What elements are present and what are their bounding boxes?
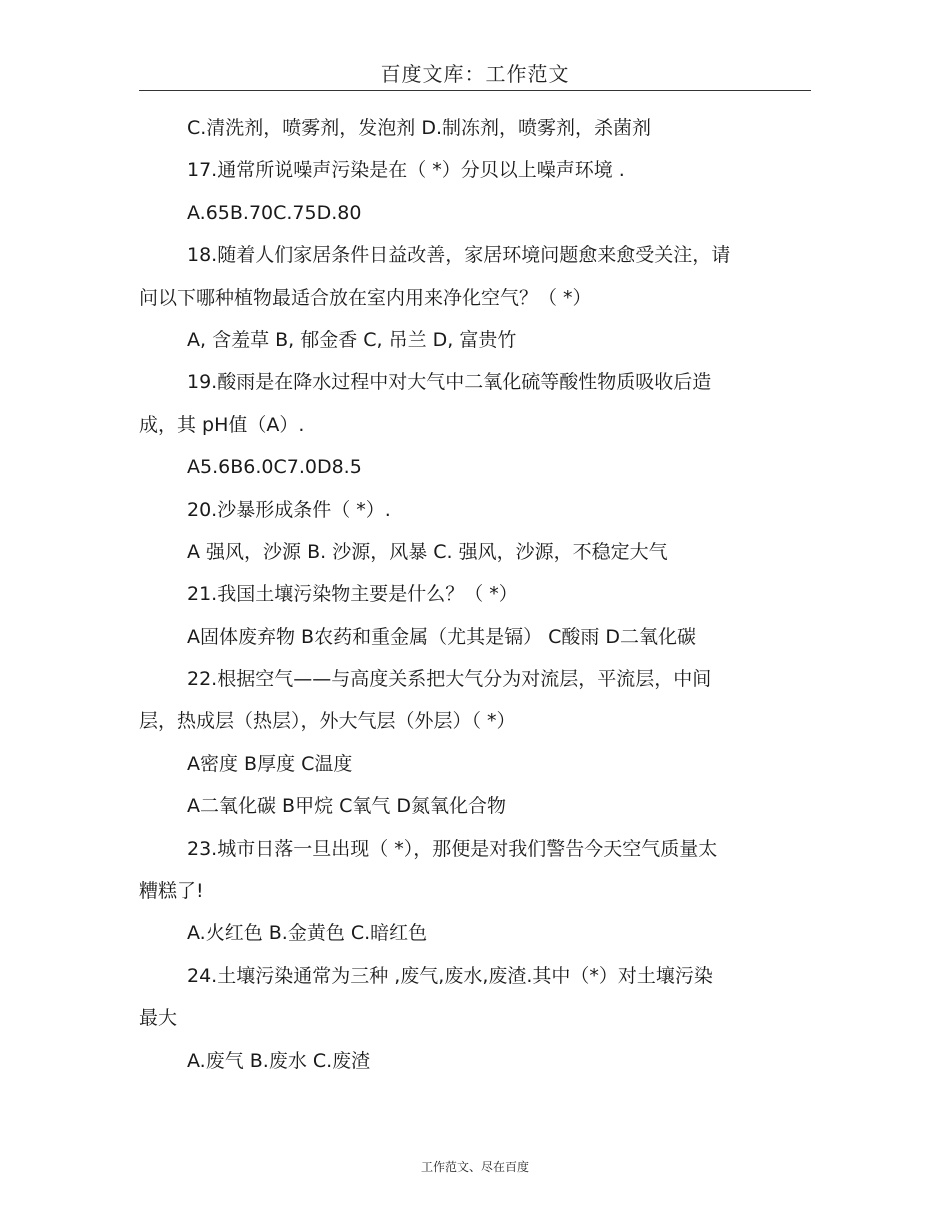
text-line: A密度 B厚度 C温度 [187, 752, 353, 775]
text-line: 22.根据空气——与高度关系把大气分为对流层，平流层，中间 [187, 668, 712, 691]
text-line: A.废气 B.废水 C.废渣 [187, 1049, 371, 1072]
text-line: 19.酸雨是在降水过程中对大气中二氧化硫等酸性物质吸收后造 [187, 371, 712, 394]
text-line: 21.我国土壤污染物主要是什么？（ *） [187, 583, 518, 606]
text-line: A固体废弃物 B农药和重金属（尤其是镉） C酸雨 D二氧化碳 [187, 625, 697, 648]
text-line: A.火红色 B.金黄色 C.暗红色 [187, 922, 428, 945]
text-line: 成，其 pH值（A）. [139, 413, 305, 436]
text-line: 20.沙暴形成条件（ *）. [187, 498, 391, 521]
header-divider [139, 90, 811, 91]
text-line: A.65B.70C.75D.80 [187, 201, 362, 224]
text-line: A, 含羞草 B, 郁金香 C, 吊兰 D, 富贵竹 [187, 328, 517, 351]
page-footer-text: 工作范文、尽在百度 [420, 1160, 529, 1174]
text-line: A 强风，沙源 B. 沙源，风暴 C. 强风，沙源，不稳定大气 [187, 540, 668, 563]
text-line: 17.通常所说噪声污染是在（ *）分贝以上噪声环境 . [187, 159, 625, 182]
text-line: A二氧化碳 B甲烷 C氧气 D氮氧化合物 [187, 795, 507, 818]
text-line: 层，热成层（热层），外大气层（外层）（ *） [139, 710, 516, 733]
text-line: 24.土壤污染通常为三种 ,废气,废水,废渣.其中（*）对土壤污染 [187, 964, 713, 987]
text-line: 糟糕了! [139, 880, 204, 903]
document-body [139, 107, 811, 1082]
page-header-title: 百度文库：工作范文 [380, 62, 570, 86]
text-line: 18.随着人们家居条件日益改善，家居环境问题愈来愈受关注，请 [187, 244, 731, 267]
text-line: 23.城市日落一旦出现（ *），那便是对我们警告今天空气质量太 [187, 837, 718, 860]
text-line: 问以下哪种植物最适合放在室内用来净化空气？（ *） [139, 286, 592, 309]
text-line: 最大 [139, 1007, 178, 1030]
text-line: A5.6B6.0C7.0D8.5 [187, 456, 362, 479]
text-line: C.清洗剂，喷雾剂，发泡剂 D.制冻剂，喷雾剂，杀菌剂 [187, 117, 652, 139]
